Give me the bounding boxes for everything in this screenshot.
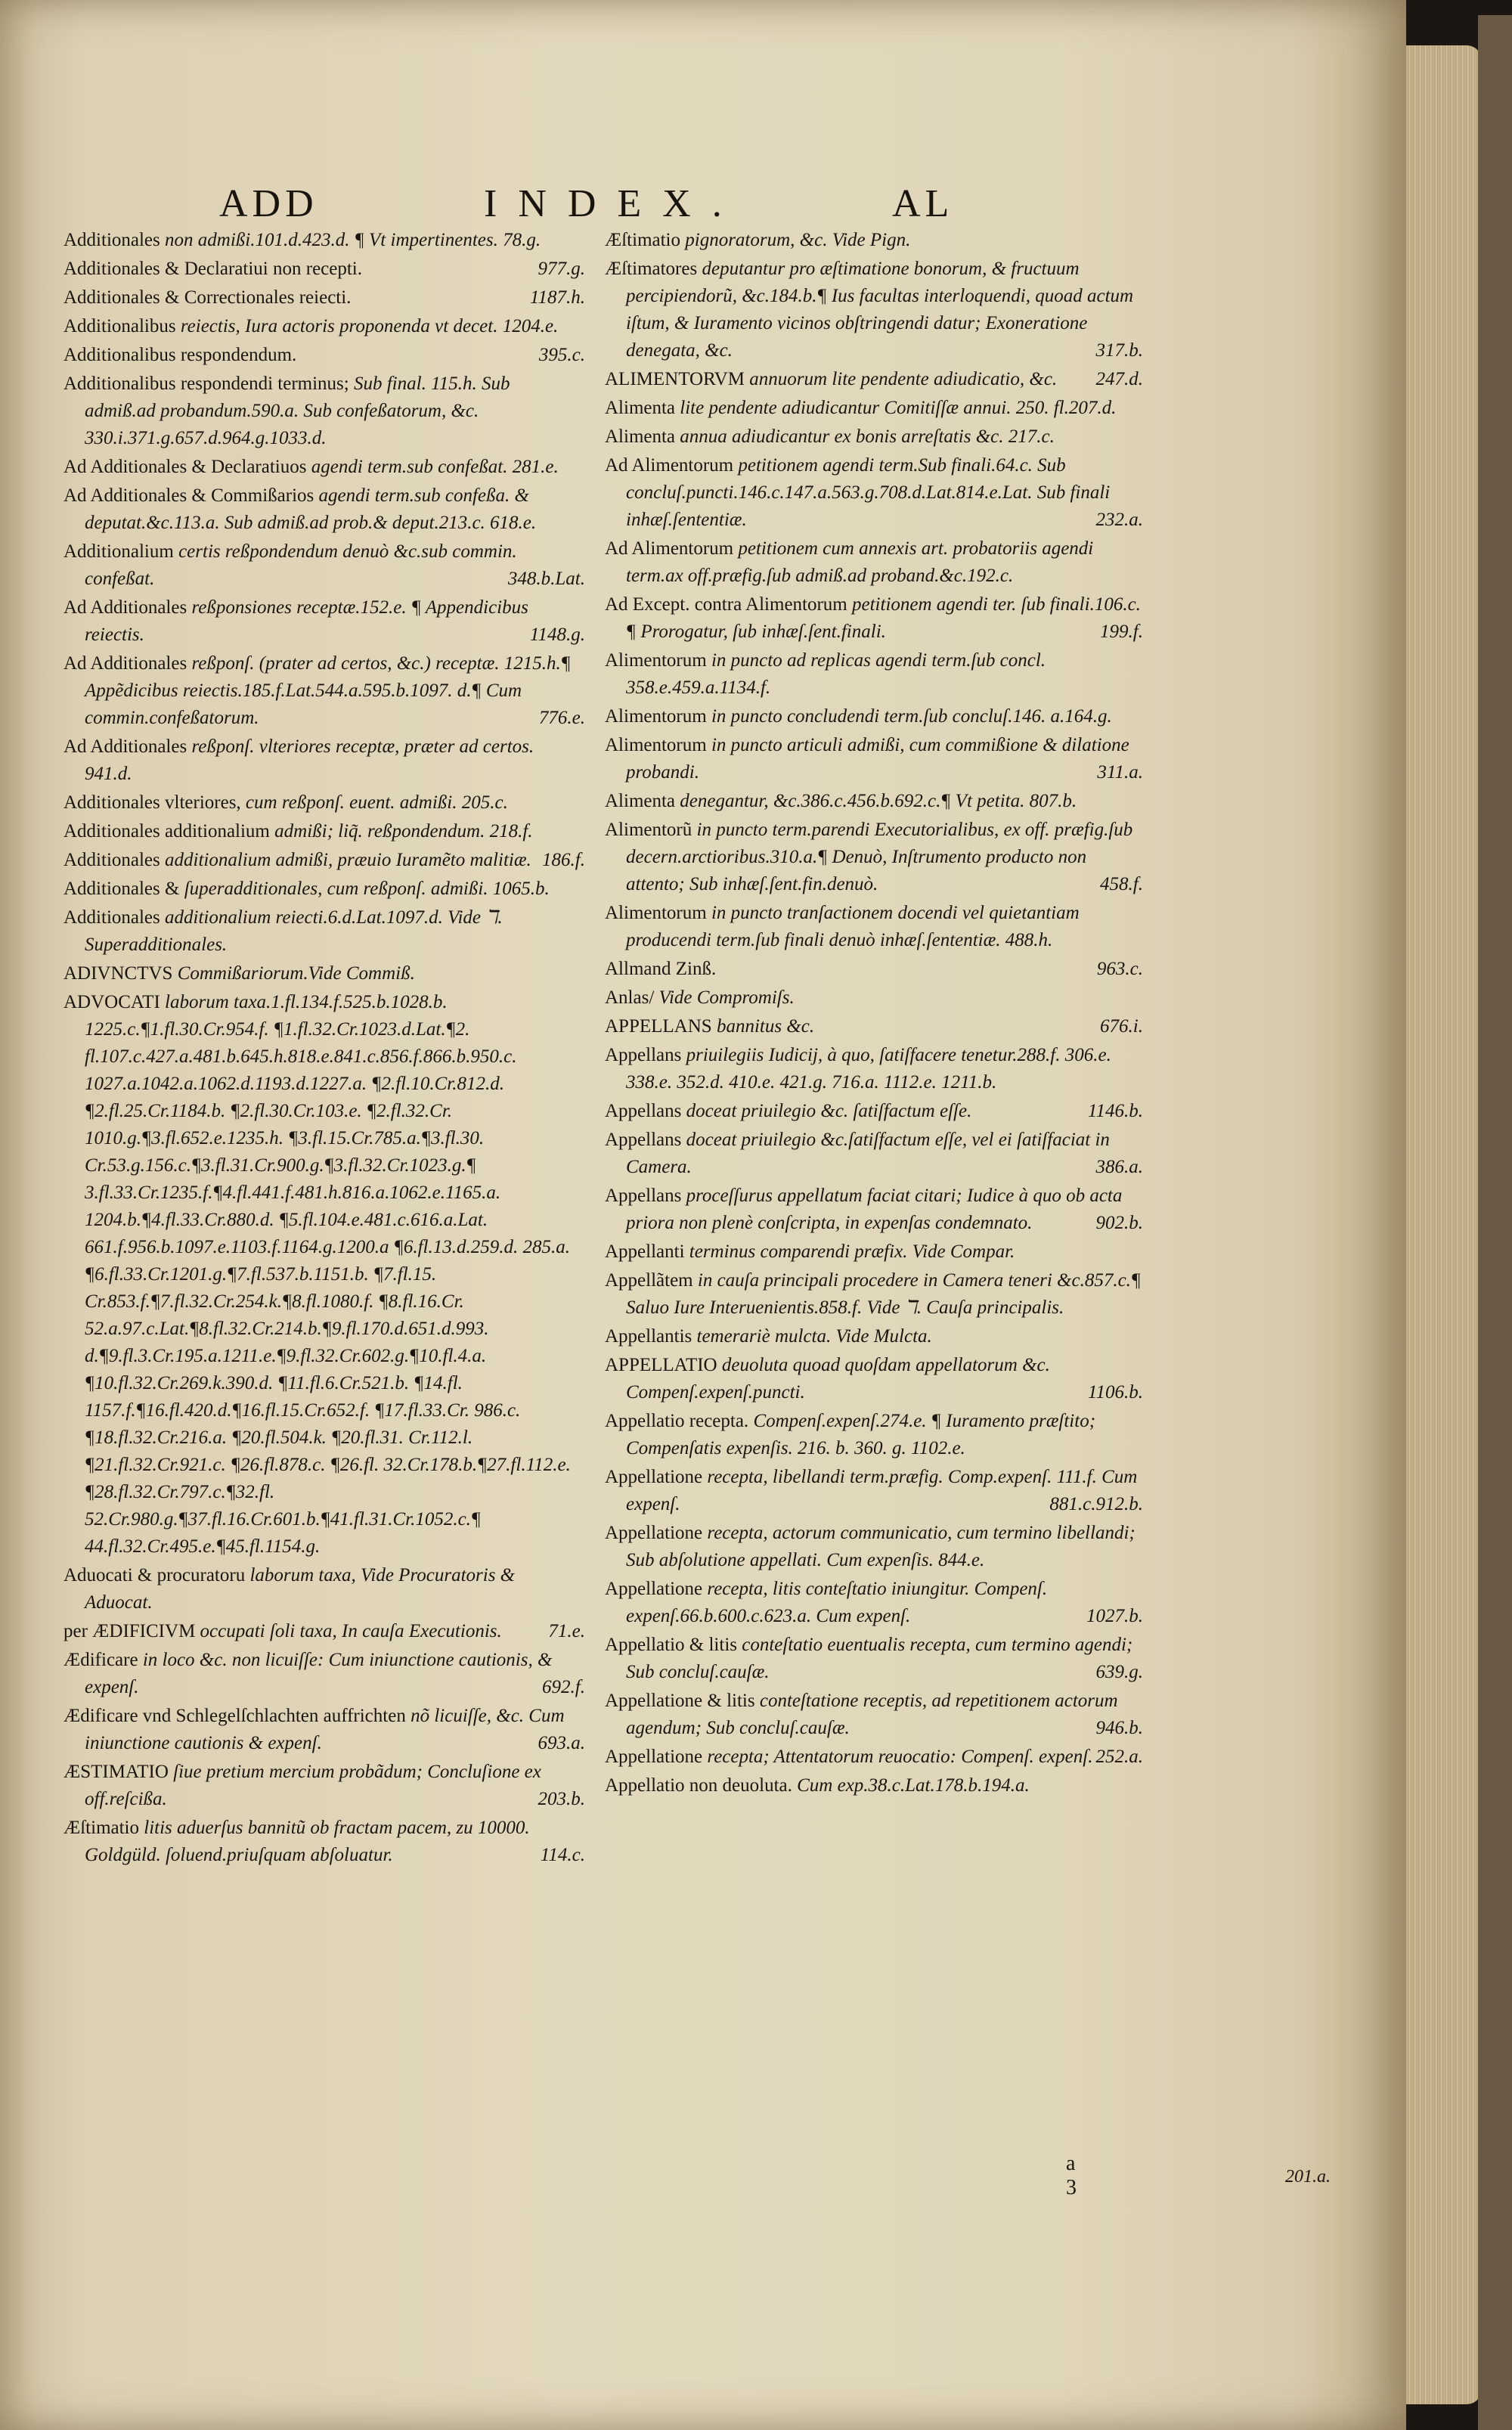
entry-body: in puncto concludendi term.ſub concluſ.146. a.164.g. (706, 706, 1112, 727)
entry-reference: 639.g. (1095, 1662, 1143, 1682)
index-entry (605, 1352, 1143, 1406)
index-entry (605, 703, 1143, 730)
index-entry (605, 1688, 1143, 1742)
entry-body: in puncto ad replicas agendi term.ſub concl. 358.e.459.a.1134.f. (626, 650, 1046, 698)
entry-head: Additionales & (64, 879, 180, 899)
entry-head: Additionales additionalium (64, 821, 270, 842)
index-entry (605, 1520, 1143, 1574)
entry-body: in loco &c. non licuiſſe: Cum iniunctione cautionis, & expenſ. (85, 1650, 553, 1697)
index-entry (64, 454, 585, 481)
entry-head: Appellatione (605, 1747, 703, 1767)
entry-body: reßponſ. (prater ad certos, &c.) receptæ. 1215.h.¶ Appẽdicibus reiectis.185.f.Lat.544.a.595.b.1097. d.¶ Cum commin.confeßatorum. (85, 653, 571, 728)
entry-body: in cauſa principali procedere in Camera teneri &c.857.c.¶ Saluo Iure Interuenientis.858.f. Vide ℸ. Cauſa principalis. (626, 1270, 1141, 1318)
index-entry (64, 789, 585, 817)
index-entry (64, 1647, 585, 1701)
entry-reference: 186.f. (542, 850, 585, 870)
entry-reference: 232.a. (1095, 510, 1143, 530)
index-entry (64, 1562, 585, 1616)
entry-body: laborum taxa.1.fl.134.f.525.b.1028.b. 1225.c.¶1.fl.30.Cr.954.f. ¶1.fl.32.Cr.1023.d.Lat.¶2. fl.107.c.427.a.481.b.645.h.818.e.841.c.856.f.866.b.950.c. 1027.a.1042.a.1062.d.1193.d.1227.a. ¶2.fl.10.Cr.812.d. ¶2.fl.25.Cr.1184.b. ¶2.fl.30.Cr.103.e. ¶2.fl.32.Cr. 1010.g.¶3.fl.652.e.1235.h. ¶3.fl.15.Cr.785.a.¶3.fl.30. Cr.53.g.156.c.¶3.fl.31.Cr.900.g.¶3.fl.32.Cr.1023.g.¶ 3.fl.33.Cr.1235.f.¶4.fl.441.f.481.h.816.a.1062.e.1165.a. 1204.b.¶4.fl.33.Cr.880.d. ¶5.fl.104.e.481.c.616.a.Lat. 661.f.956.b.1097.e.1103.f.1164.g.1200.a ¶6.fl.13.d.259.d. 285.a. ¶6.fl.33.Cr.1201.g.¶7.fl.537.b.1151.b. ¶7.fl.15. Cr.853.f.¶7.fl.32.Cr.254.k.¶8.fl.1080.f. ¶8.fl.16.Cr. 52.a.97.c.Lat.¶8.fl.32.Cr.214.b.¶9.fl.170.d.651.d.993. d.¶9.fl.3.Cr.195.a.1211.e.¶9.fl.32.Cr.602.g.¶10.fl.4.a. ¶10.fl.32.Cr.269.k.390.d. ¶11.fl.6.Cr.521.b. ¶14.fl. 1157.f.¶16.fl.420.d.¶16.fl.15.Cr.652.f. ¶17.fl.33.Cr. 986.c. ¶18.fl.32.Cr.216.a. ¶20.fl.504.k. ¶20.fl.31. Cr.112.l. ¶21.fl.32.Cr.921.c. ¶26.fl.878.c. ¶26.fl. 32.Cr.178.b.¶27.fl.112.e. ¶28.fl.32.Cr.797.c.¶32.fl. 52.Cr.980.g.¶37.fl.16.Cr.601.b.¶41.fl.31.Cr.1052.c.¶ 44.fl.32.Cr.495.e.¶45.fl.1154.g. (85, 992, 571, 1557)
index-entry (605, 1042, 1143, 1096)
index-entry (64, 256, 585, 283)
entry-body: reiectis, Iura actoris proponenda vt decet. 1204.e. (175, 316, 559, 336)
entry-reference: 311.a. (1097, 762, 1143, 783)
entry-reference: 692.f. (542, 1677, 585, 1697)
entry-body: annua adiudicantur ex bonis arreſtatis &c. 217.c. (675, 426, 1055, 447)
signature-mark: a 3 (1066, 2152, 1090, 2199)
entry-body: recepta; Attentatorum reuocatio: Compenſ. expenſ. (702, 1747, 1093, 1767)
entry-head: Æſtimatio (64, 1818, 139, 1838)
entry-head: Additionales (64, 230, 160, 250)
entry-body: ſuperadditionales, cum reßponſ. admißi. 1065.b. (179, 879, 550, 899)
entry-head: per ÆDIFICIVM (64, 1621, 196, 1641)
index-entry (605, 1127, 1143, 1181)
index-column-left (64, 227, 585, 1871)
entry-reference: 963.c. (1096, 959, 1143, 979)
index-entry (605, 366, 1143, 393)
entry-head: Ad Additionales & Declaratiuos (64, 457, 307, 477)
entry-head: Additionales & Correctionales reiecti. (64, 287, 352, 308)
index-entry (605, 788, 1143, 815)
index-entry (64, 733, 585, 788)
entry-head: Alimenta (605, 791, 676, 811)
entry-body: in puncto articuli admißi, cum commißione & dilatione probandi. (626, 735, 1129, 783)
entry-body: laborum taxa, Vide Procuratoris & Aduocat. (85, 1565, 516, 1613)
index-entry (64, 818, 585, 845)
index-entry (605, 900, 1143, 954)
entry-head: Additionalibus respondendum. (64, 345, 297, 365)
entry-body: recepta, actorum communicatio, cum termino libellandi; Sub abſolutione appellati. Cum expenſis. 844.e. (626, 1523, 1136, 1570)
index-entry (64, 482, 585, 537)
entry-reference: 881.c.912.b. (1049, 1494, 1143, 1514)
index-entry (605, 647, 1143, 702)
entry-reference: 114.c. (540, 1845, 585, 1865)
index-entry (64, 342, 585, 369)
entry-body: doceat priuilegio &c.ſatiſfactum eſſe, vel ei ſatiſfaciat in Camera. (626, 1130, 1110, 1177)
index-entry (605, 1013, 1143, 1040)
entry-body: petitionem agendi ter. ſub finali.106.c. ¶ Prorogatur, ſub inhæſ.ſent.finali. (626, 594, 1141, 642)
entry-head: Appellans (605, 1101, 682, 1121)
entry-head: ADVOCATI (64, 992, 160, 1012)
index-entry (64, 1815, 585, 1869)
entry-body: litis aduerſus bannitũ ob fractam pacem, zu 10000. Goldgüld. ſoluend.priuſquam abſoluatur. (85, 1818, 530, 1865)
entry-body: in puncto term.parendi Executorialibus, ex off. præfig.ſub decern.arctioribus.310.a.¶ Denuò, Inſtrumento producto non attento; Sub inhæſ.ſent.fin.denuò. (626, 820, 1133, 894)
entry-body: Compenſ.expenſ.274.e. ¶ Iuramento præſtito; Compenſatis expenſis. 216. b. 360. g. 1102.e. (626, 1411, 1096, 1458)
index-entry (605, 1182, 1143, 1237)
entry-head: Appellatio & litis (605, 1635, 737, 1655)
entry-head: Appellatio non deuoluta. (605, 1775, 792, 1796)
entry-body: additionalium admißi, præuio Iuramẽto malitiæ. (160, 850, 531, 870)
index-entry (605, 984, 1143, 1012)
entry-head: Appellatione & litis (605, 1691, 755, 1711)
entry-head: Appellanti (605, 1241, 685, 1262)
entry-reference: 1106.b. (1087, 1382, 1143, 1403)
entry-reference: 977.g. (538, 259, 585, 279)
entry-head: Anlas/ (605, 987, 655, 1008)
entry-body: conteſtatio euentualis recepta, cum termino agendi; Sub concluſ.cauſæ. (626, 1635, 1133, 1682)
index-entry (64, 1759, 585, 1813)
entry-body: pignoratorum, &c. Vide Pign. (680, 230, 911, 250)
entry-body: occupati ſoli taxa, In cauſa Executionis. (195, 1621, 502, 1641)
entry-head: Ad Additionales (64, 653, 187, 674)
entry-body: conteſtatione receptis, ad repetitionem actorum agendum; Sub concluſ.cauſæ. (626, 1691, 1118, 1738)
entry-body: cum reßponſ. euent. admißi. 205.c. (240, 792, 508, 813)
entry-body: ſiue pretium mercium probãdum; Concluſione ex off.reſcißa. (85, 1762, 541, 1809)
entry-body: reßponſ. vlteriores receptæ, præter ad certos. 941.d. (85, 736, 534, 784)
entry-head: Additionales & Declaratiui non recepti. (64, 259, 363, 279)
entry-head: Ad Except. contra Alimentorum (605, 594, 847, 615)
entry-body: nõ licuiſſe, &c. Cum iniunctione cautionis & expenſ. (85, 1706, 565, 1753)
entry-head: Alimentorum (605, 650, 707, 671)
index-entry (64, 370, 585, 452)
entry-body: doceat priuilegio &c. ſatiſfactum eſſe. (681, 1101, 972, 1121)
entry-head: Ad Alimentorum (605, 455, 734, 476)
entry-head: Ad Additionales & Commißarios (64, 485, 314, 506)
index-entry (605, 1098, 1143, 1125)
index-entry (64, 989, 585, 1561)
entry-reference: 386.a. (1095, 1157, 1143, 1177)
entry-head: Ædificare vnd Schlegelſchlachten auffrichten (64, 1706, 406, 1726)
book-cover-edge (1478, 15, 1512, 2430)
index-entry (605, 1238, 1143, 1266)
entry-head: Additionalibus respondendi terminus; (64, 373, 349, 394)
entry-head: Appellatione (605, 1523, 703, 1543)
header-right: AL (892, 182, 954, 225)
entry-head: Additionalibus (64, 316, 176, 336)
entry-reference: 1148.g. (529, 625, 585, 645)
entry-head: ADIVNCTVS (64, 963, 173, 984)
entry-body: temerariè mulcta. Vide Mulcta. (692, 1326, 932, 1347)
entry-reference: 348.b.Lat. (507, 569, 585, 589)
entry-body: petitionem agendi term.Sub finali.64.c. Sub concluſ.puncti.146.c.147.a.563.g.708.d.Lat.814.e.Lat. Sub finali inhæſ.ſententiæ. (626, 455, 1111, 530)
entry-head: Alimenta (605, 426, 676, 447)
entry-head: Aduocati & procuratoru (64, 1565, 246, 1585)
index-entry (64, 538, 585, 593)
entry-reference: 676.i. (1100, 1016, 1143, 1037)
entry-head: Alimenta (605, 398, 676, 418)
page-edges (1406, 45, 1482, 2404)
entry-body: annuorum lite pendente adiudicatio, &c. (745, 369, 1058, 389)
entry-body: certis reßpondendum denuò &c.sub commin. confeßat. (85, 541, 517, 589)
index-entry (64, 594, 585, 649)
entry-head: ÆSTIMATIO (64, 1762, 169, 1782)
entry-head: Ædificare (64, 1650, 138, 1670)
entry-head: Additionales (64, 907, 160, 928)
footer-last-ref: 201.a. (1285, 2167, 1331, 2187)
index-entry (605, 817, 1143, 898)
entry-reference: 693.a. (538, 1733, 585, 1753)
index-entry (64, 313, 585, 340)
entry-head: Ad Additionales (64, 597, 187, 618)
entry-reference: 317.b. (1095, 340, 1143, 361)
entry-head: Ad Alimentorum (605, 538, 734, 559)
index-entry (605, 1464, 1143, 1518)
entry-head: Appellatione (605, 1579, 703, 1599)
entry-body: agendi term.sub confeßa. & deputat.&c.113.a. Sub admiß.ad prob.& deput.213.c. 618.e. (85, 485, 537, 533)
index-entry (64, 847, 585, 874)
index-entry (64, 876, 585, 903)
entry-body: additionalium reiecti.6.d.Lat.1097.d. Vide ℸ. Superadditionales. (85, 907, 503, 955)
entry-reference: 1027.b. (1086, 1606, 1143, 1626)
index-entry (64, 1618, 585, 1645)
entry-body: denegantur, &c.386.c.456.b.692.c.¶ Vt petita. 807.b. (675, 791, 1077, 811)
index-entry (605, 227, 1143, 254)
entry-head: Appellans (605, 1045, 682, 1065)
entry-head: Alimentorum (605, 706, 707, 727)
entry-head: Additionales (64, 850, 160, 870)
entry-head: Additionalium (64, 541, 174, 562)
entry-reference: 199.f. (1100, 621, 1143, 642)
entry-body: priuilegiis Iudicij, à quo, ſatiſfacere tenetur.288.f. 306.e. 338.e. 352.d. 410.e. 421.g. 716.a. 1112.e. 1211.b. (626, 1045, 1111, 1093)
index-entry (605, 452, 1143, 534)
index-entry (605, 1323, 1143, 1350)
entry-head: Ad Additionales (64, 736, 187, 757)
entry-head: Allmand Zinß. (605, 959, 717, 979)
entry-reference: 71.e. (548, 1621, 585, 1641)
entry-reference: 1187.h. (529, 287, 585, 308)
index-column-right (605, 227, 1143, 1801)
entry-body: bannitus &c. (711, 1016, 815, 1037)
entry-head: APPELLATIO (605, 1355, 717, 1375)
entry-head: Appellans (605, 1186, 682, 1206)
entry-body: Vide Compromiſs. (654, 987, 795, 1008)
index-entry (64, 904, 585, 959)
entry-body: admißi; liq̃. reßpondendum. 218.f. (269, 821, 533, 842)
entry-reference: 395.c. (538, 345, 585, 365)
index-entry (605, 1743, 1143, 1771)
entry-body: Cum exp.38.c.Lat.178.b.194.a. (792, 1775, 1030, 1796)
index-entry (64, 650, 585, 732)
entry-body: Commißariorum.Vide Commiß. (172, 963, 415, 984)
entry-body: Sub final. 115.h. Sub admiß.ad probandum.590.a. Sub confeßatorum, &c. 330.i.371.g.657.d.964.g.1033.d. (85, 373, 510, 448)
entry-head: ALIMENTORVM (605, 369, 745, 389)
entry-head: Appellatio recepta. (605, 1411, 749, 1431)
index-entry (64, 227, 585, 254)
entry-head: Alimentorum (605, 735, 707, 755)
entry-body: agendi term.sub confeßat. 281.e. (306, 457, 559, 477)
index-entry (605, 956, 1143, 983)
entry-reference: 247.d. (1095, 369, 1143, 389)
entry-body: reßponsiones receptæ.152.e. ¶ Appendicibus reiectis. (85, 597, 528, 645)
entry-body: non admißi.101.d.423.d. ¶ Vt impertinentes. 78.g. (160, 230, 541, 250)
index-entry (605, 732, 1143, 786)
index-entry (605, 1267, 1143, 1322)
header-center: INDEX. (484, 182, 743, 225)
entry-body: petitionem cum annexis art. probatoriis agendi term.ax off.præfig.ſub admiß.ad proband.&c.192.c. (626, 538, 1094, 586)
entry-reference: 458.f. (1100, 874, 1143, 894)
entry-head: Appellantis (605, 1326, 692, 1347)
entry-reference: 946.b. (1095, 1718, 1143, 1738)
entry-body: lite pendente adiudicantur Comitiſſæ annui. 250. fl.207.d. (675, 398, 1117, 418)
index-entry (605, 1408, 1143, 1462)
index-entry (605, 591, 1143, 646)
index-entry (605, 256, 1143, 364)
index-entry (64, 284, 585, 311)
entry-head: Alimentorũ (605, 820, 692, 840)
entry-head: Appellans (605, 1130, 682, 1150)
entry-reference: 776.e. (538, 708, 585, 728)
entry-body: recepta, litis conteſtatio iniungitur. Compenſ. expenſ.66.b.600.c.623.a. Cum expenſ. (626, 1579, 1048, 1626)
entry-head: Æſtimatores (605, 259, 698, 279)
index-entry (64, 960, 585, 987)
entry-head: Alimentorum (605, 903, 707, 923)
entry-reference: 1146.b. (1087, 1101, 1143, 1121)
index-entry (605, 395, 1143, 422)
entry-body: deputantur pro æſtimatione bonorum, & fructuum percipiendorũ, &c.184.b.¶ Ius facultas interloquendi, quoad actum iſtum, & Iuramento vicinos obſtringendi datur; Exoneratione denegata, &c. (626, 259, 1134, 361)
entry-body: deuoluta quoad quoſdam appellatorum &c. Compenſ.expenſ.puncti. (626, 1355, 1050, 1403)
entry-head: Appellatione (605, 1467, 703, 1487)
entry-body: in puncto tranſactionem docendi vel quietantiam producendi term.ſub finali denuò inhæſ.ſententiæ. 488.h. (626, 903, 1080, 950)
index-entry (605, 1632, 1143, 1686)
index-entry (605, 423, 1143, 451)
entry-head: Additionales vlteriores, (64, 792, 241, 813)
entry-head: Appellãtem (605, 1270, 693, 1291)
entry-head: APPELLANS (605, 1016, 712, 1037)
entry-reference: 252.a. (1095, 1747, 1143, 1767)
index-entry (605, 1576, 1143, 1630)
index-entry (605, 1772, 1143, 1799)
entry-body: proceſſurus appellatum faciat citari; Iudice à quo ob acta priora non plenè conſcripta, in expenſas condemnato. (626, 1186, 1123, 1233)
entry-body: terminus comparendi præfix. Vide Compar. (684, 1241, 1015, 1262)
entry-body: recepta, libellandi term.præfig. Comp.expenſ. 111.f. Cum expenſ. (626, 1467, 1138, 1514)
header-left: ADD (219, 182, 318, 225)
entry-reference: 203.b. (538, 1789, 585, 1809)
entry-head: Æſtimatio (605, 230, 680, 250)
entry-reference: 902.b. (1095, 1213, 1143, 1233)
index-entry (605, 535, 1143, 590)
index-entry (64, 1703, 585, 1757)
